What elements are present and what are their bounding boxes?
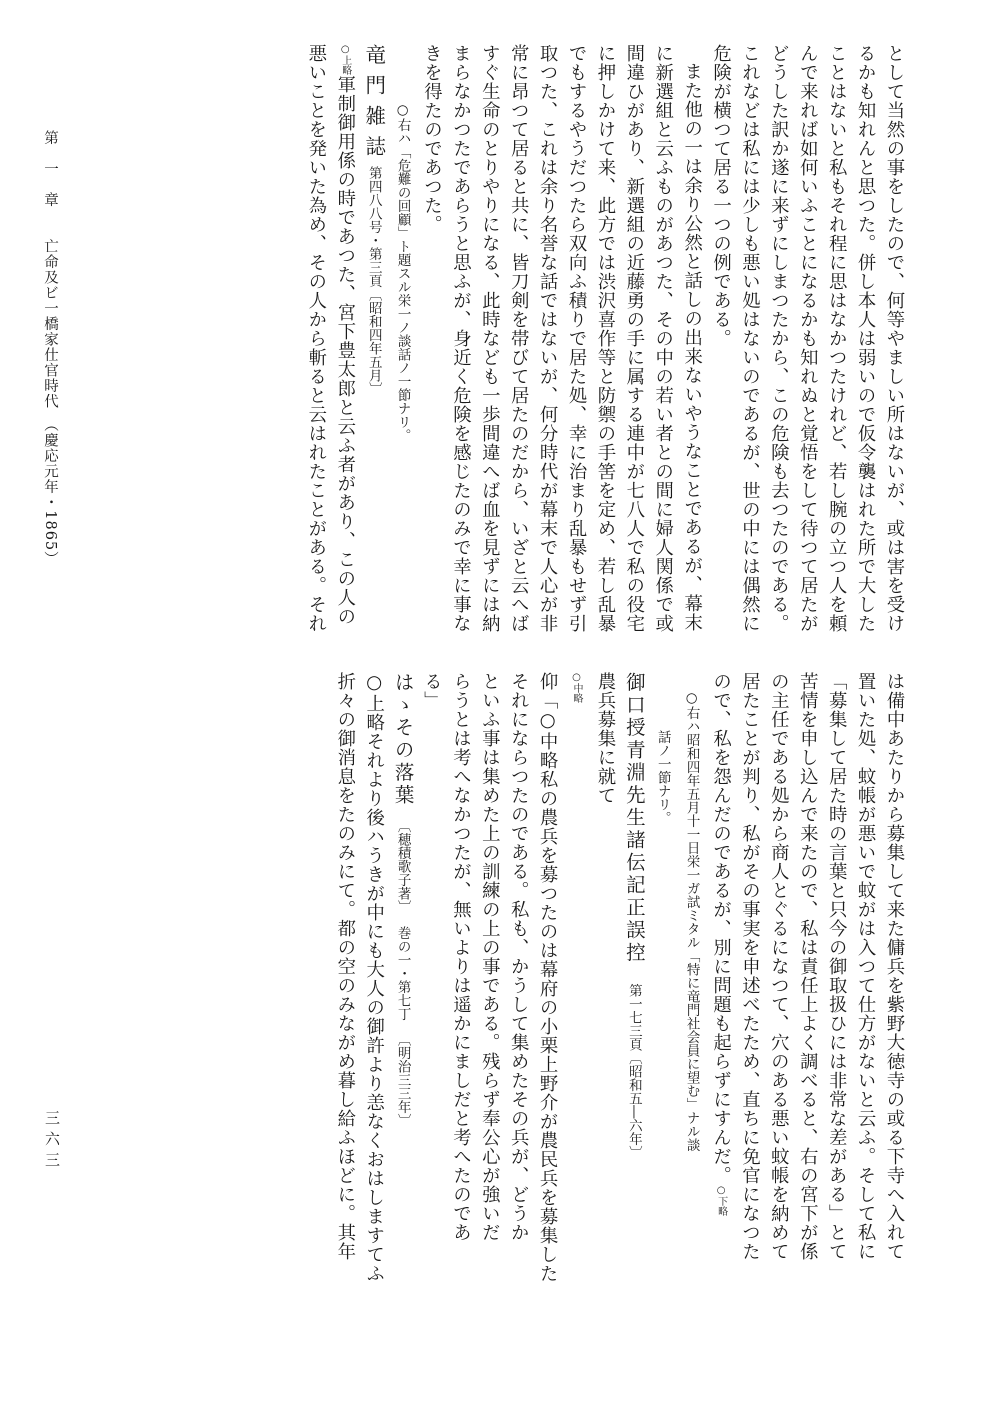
book-detail: 第一七三頁 [625,983,642,1051]
omission-mark: ○下略 [715,1185,727,1216]
text-column: は備中あたりから募集して来た傭兵を紫野大徳寺の或る下寺へ入れて [884,672,905,1261]
text-column: すぐ生命のとりやりになる、此時なども一歩間違へば血を見ずには納 [479,44,501,633]
second-source-author: 〔穂積歌子著〕 [394,826,411,907]
omission-mark: ○上略 [339,44,351,75]
second-source-date: 〔明治三三年〕 [394,1039,411,1128]
text-column: に新選組と云ふものがあつた、その中の若い者との間に婦人関係で或 [652,44,674,633]
text-column: に押しかけて来、此方では渋沢喜作等と防禦の手筈を定め、若し乱暴 [594,44,616,633]
text-column: 苦情を申し込んで来たので、私は責任上よく調べると、右の宮下が係 [797,672,819,1261]
bottom-text-block [128,672,908,1292]
text-column [330,44,359,634]
text-column: 常に昂つて居ると共に、皆刀剣を帯びて居たのだから、いざと云へば [508,44,530,633]
text-column: るかも知れんと思つた。併し本人は弱いので仮令襲はれた所で大した [855,44,877,633]
source-heading [359,44,388,634]
text-column: 居たことが判り、私がその事実を申述べたため、直ちに免官になつた [739,672,761,1261]
text-column: 悪いことを発いた為め、その人から斬ると云はれたことがある。それ [305,44,327,633]
source-heading [388,672,417,1292]
text-column: として当然の事をしたので、何等やましい所はないが、或は害を受け [884,44,905,633]
book-date: 〔昭和五―六年〕 [625,1051,642,1159]
top-text-block [128,44,908,634]
text-column: どうした訳か遂に来ずにしまつたから、この危険も去つたのである。 [768,44,790,633]
text-column: 危険が横つて居る一つの例である。 [710,44,732,348]
quote-line: る」 [421,672,443,710]
source-note-continued: 話ノ一節ナリ。 [654,730,671,825]
text-column: また他の一は余り公然と話しの出来ないやうなことであるが、幕末 [681,62,703,632]
text-column: んで来れば如何いふことになるかも知れぬと覚悟をして待つて居たが [797,44,819,633]
quote-line: らうとは考へなかつたが、無いよりは遥かにましだと考へたのであ [450,672,472,1242]
body-text: 軍制御用係の時であつた、宮下豊太郎と云ふ者があり、この人の [334,75,356,626]
second-source-detail: 巻の一・第七丁 [394,926,411,1021]
text-column: ことはないと私もそれ程に思はなかつたけれど、若し腕の立つ人を頼 [826,44,848,633]
text-column: 取つた、これは余り名誉な話ではないが、何分時代が幕末で人心が非 [537,44,559,633]
second-source-title: はゝその落葉 [391,672,415,807]
source-date: 〔昭和四年五月〕 [365,287,382,396]
text-column: の主任である処から商人とぐるになつて、穴のある悪い蚊帳を納めて [768,672,790,1261]
quote-line: 仰「○中略私の農兵を募つたのは幕府の小栗上野介が農民兵を募集した [537,672,559,1283]
text-column: きを得たのであつた。 [421,44,443,234]
book-title: 御口授青淵先生諸伝記正誤控 [622,672,646,965]
text-column: 間違ひがあり、新選組の近藤勇の手に属する連中が七八人で私の役宅 [623,44,645,633]
text-column: 置いた処、蚊帳が悪いで蚊がは入つて仕方がないと云ふ。そして私に [855,672,877,1261]
source-note: ○右ハ「危難の回顧」ト題スル栄一ノ談話ノ一節ナリ。 [394,102,411,442]
text-column: 「募集して居た時の言葉と只今の御取扱ひには非常な差がある」とて [826,672,848,1261]
body-text: ので、私を怨んだのであるが、別に問題も起らずにすんだ。 [710,672,732,1185]
text-column: 折々の御消息をたのみにて。都の空のみながめ暮し給ふほどに。其年 [334,672,356,1261]
text-column: これなどは私には少しも悪い処はないのであるが、世の中には偶然に [739,44,761,633]
source-heading [619,672,648,1292]
text-column: でもするやうだつたら双向ふ積りで居た処、幸に治まり乱暴もせず引 [566,44,588,633]
subheading: 農兵募集に就て [594,672,616,805]
source-detail: 第四八八号・第三頁 [365,166,382,288]
omission-mark: ○中略 [571,672,583,703]
text-column: ○上略それより後ハうきが中にも大人の御許より恙なくおはしますてふ [363,672,385,1283]
text-column: まらなかつたであらうと思ふが、身近く危険を感じたのみで幸に事な [450,44,472,633]
quote-line: といふ事は集めた上の訓練の上の事である。残らず奉公心が強いだ [479,672,501,1242]
quote-line: それにならつたのである。私も、かうして集めたその兵が、どうか [508,672,530,1242]
page-number: 三六三 [43,1110,61,1173]
text-column [706,672,735,1292]
chapter-footer: 第 一 章 亡命及ビ一橋家仕官時代 （慶応元年・1865） [42,130,58,567]
source-note: ○右ハ昭和四年五月十一日栄一ガ試ミタル「特に竜門社会員に望む」ナル談 [683,690,700,1152]
source-title: 竜門雑誌 [361,44,386,166]
